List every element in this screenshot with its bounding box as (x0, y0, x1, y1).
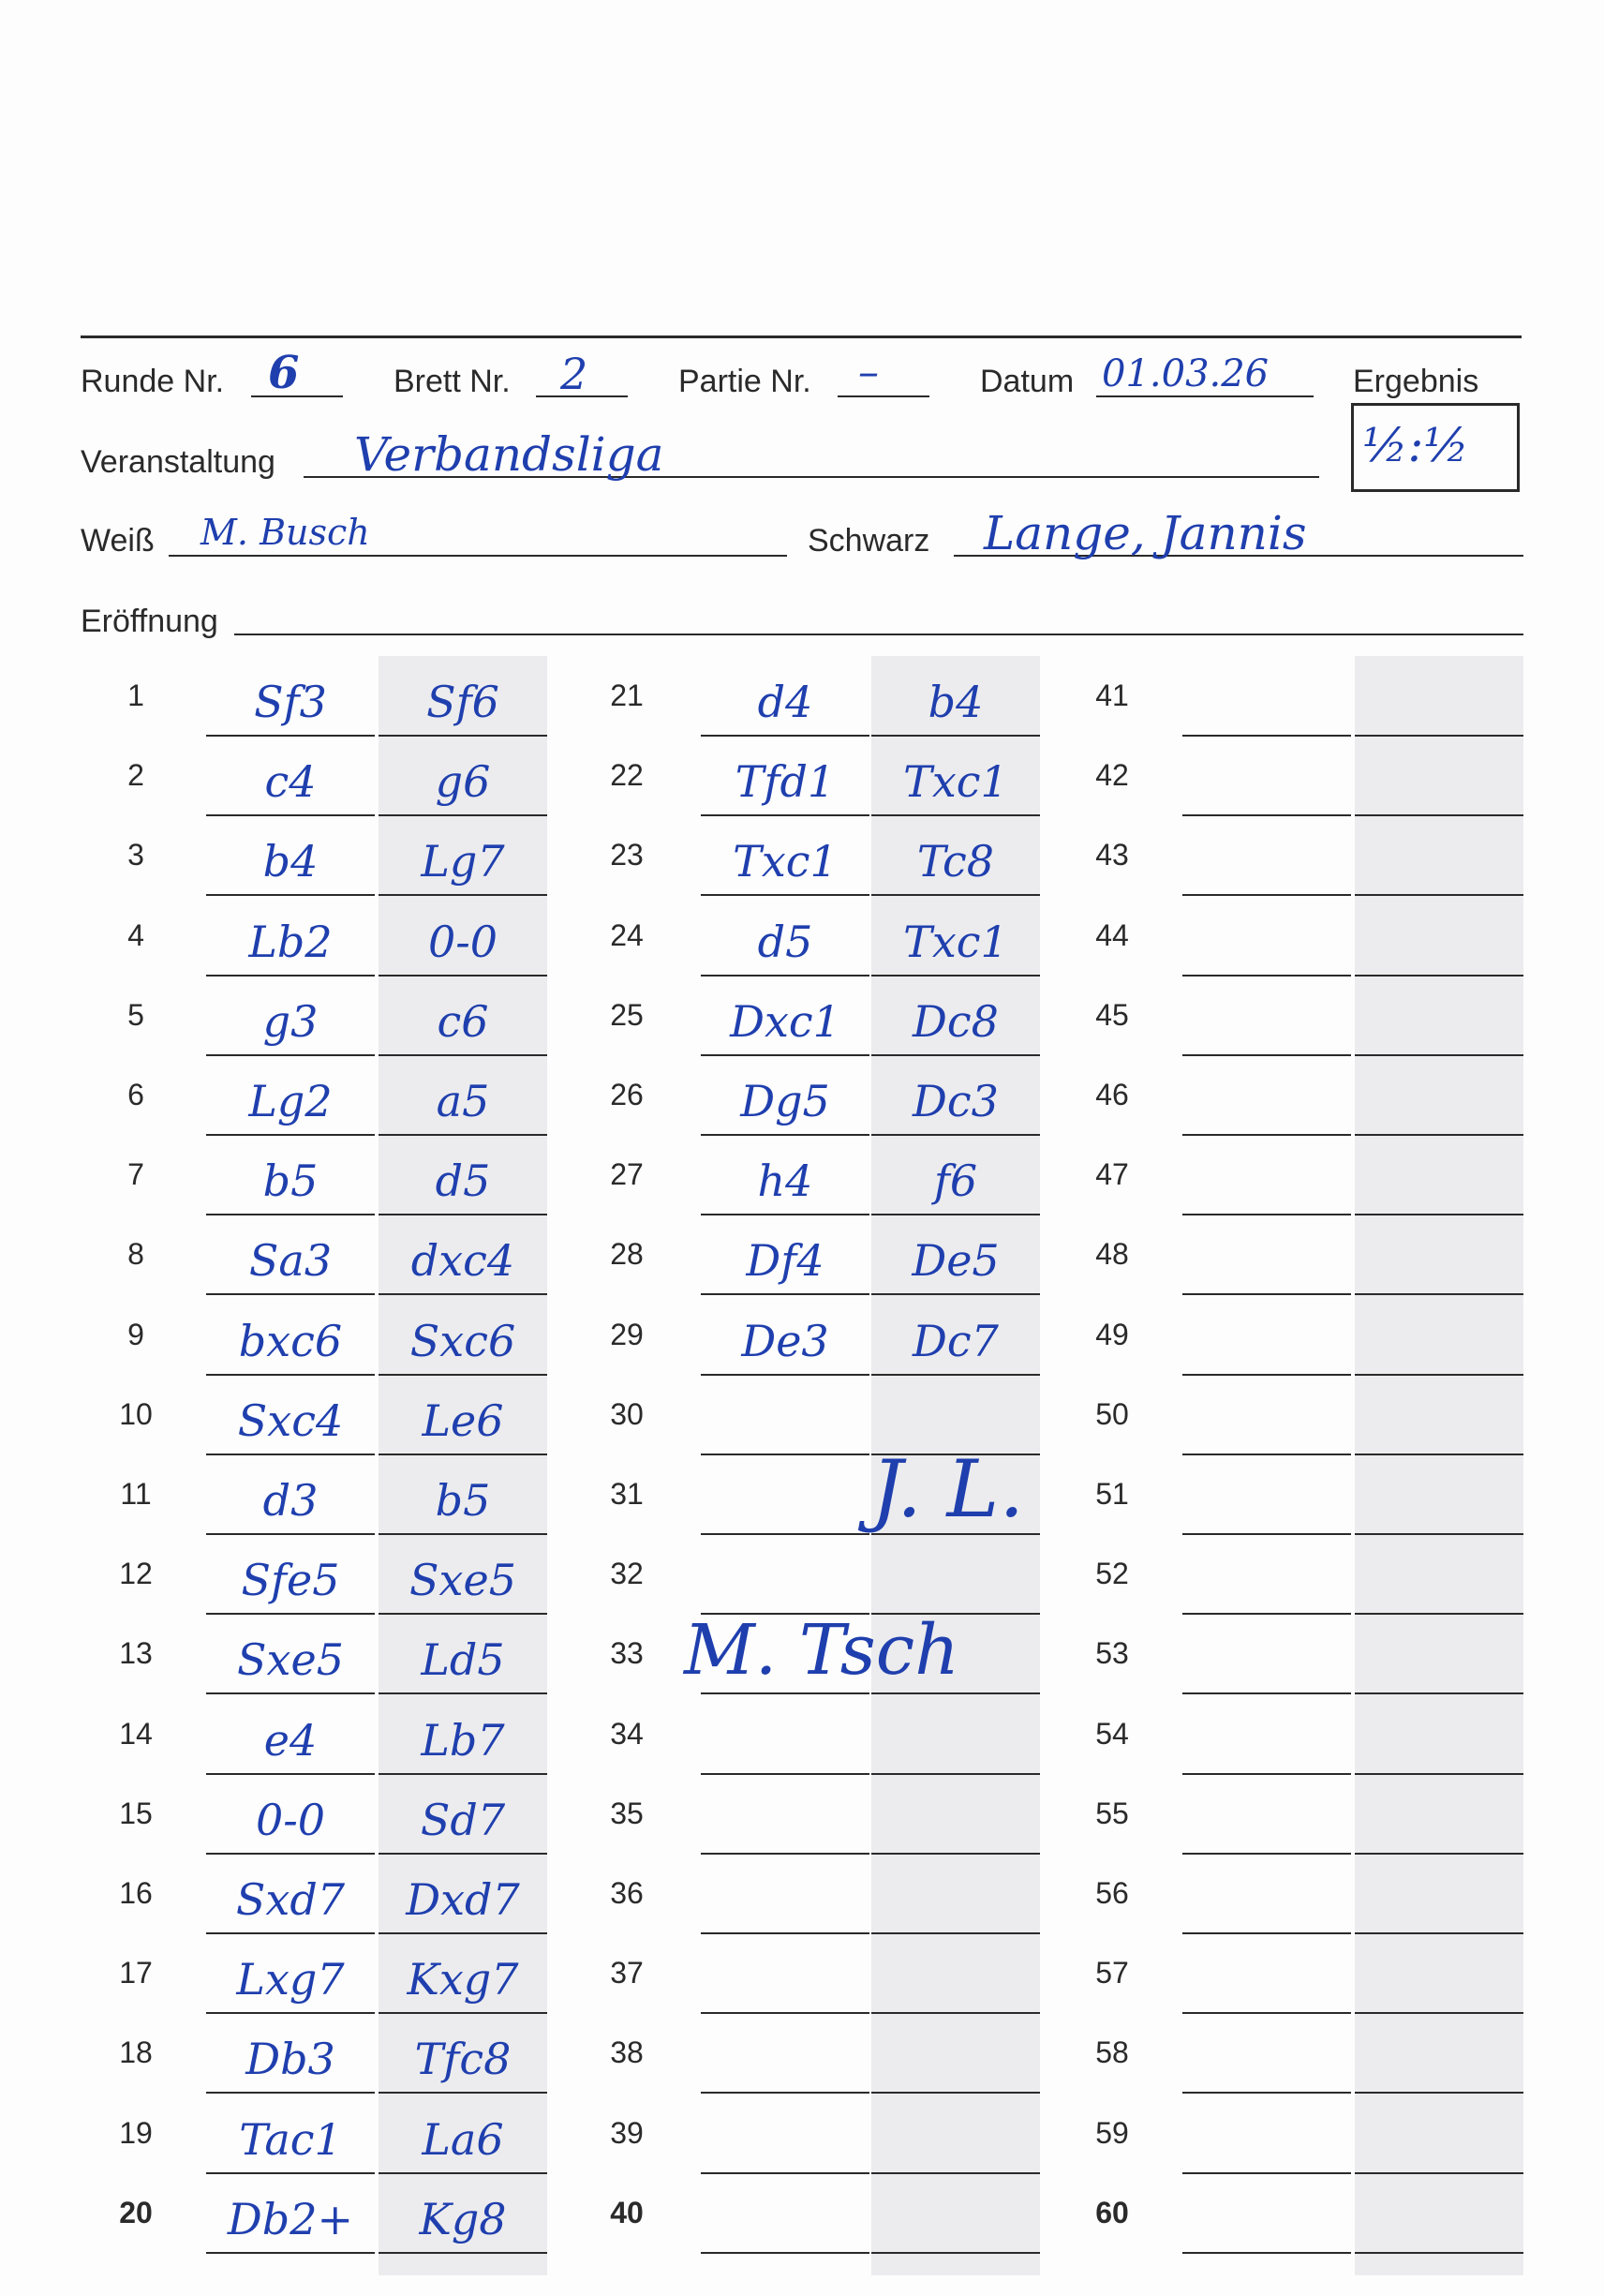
black-move-line (871, 735, 1040, 737)
white-move-line (701, 735, 869, 737)
white-move-line (206, 1613, 375, 1615)
white-move-line (206, 1134, 375, 1136)
event-value[interactable]: Verbandsliga (354, 427, 664, 482)
white-move-field[interactable]: Sa3 (248, 1235, 333, 1287)
move-number: 11 (120, 1477, 152, 1511)
white-move-line (1182, 2172, 1351, 2174)
white-move-line (206, 1374, 375, 1376)
black-move-field[interactable]: Dc7 (913, 1315, 999, 1366)
black-move-field[interactable]: Tc8 (916, 836, 995, 887)
move-number: 36 (610, 1876, 644, 1910)
white-move-field[interactable]: Sfe5 (241, 1555, 340, 1606)
move-number: 18 (119, 2035, 153, 2070)
white-move-line (206, 2012, 375, 2014)
white-move-line (701, 2092, 869, 2094)
white-move-line (1182, 2012, 1351, 2014)
move-number: 26 (610, 1078, 644, 1111)
white-move-field[interactable]: Tfd1 (735, 756, 836, 808)
white-move-line (206, 1533, 375, 1535)
move-number: 17 (119, 1956, 153, 1990)
white-move-line (206, 735, 375, 737)
white-move-field[interactable]: g3 (262, 995, 319, 1047)
white-move-line (701, 894, 869, 896)
white-move-line (701, 1454, 869, 1455)
black-move-line (379, 735, 547, 737)
opening-label: Eröffnung (81, 604, 218, 639)
black-label: Schwarz (808, 523, 930, 559)
white-move-line (1182, 1134, 1351, 1136)
move-number: 9 (127, 1317, 144, 1351)
white-move-field[interactable]: b4 (262, 836, 319, 887)
white-move-line (701, 1214, 869, 1215)
result-label: Ergebnis (1353, 364, 1479, 399)
white-move-line (206, 1054, 375, 1056)
black-move-field[interactable]: Kg8 (419, 2193, 507, 2244)
white-move-field[interactable]: Lb2 (248, 916, 333, 967)
black-move-line (379, 1454, 547, 1455)
black-move-line (871, 1853, 1040, 1855)
move-number: 24 (610, 917, 644, 952)
black-move-line (871, 1293, 1040, 1295)
white-move-field[interactable]: 0-0 (255, 1794, 326, 1845)
opening-line (234, 634, 1523, 635)
game-line (838, 395, 929, 397)
white-move-line (1182, 1853, 1351, 1855)
white-move-line (701, 1692, 869, 1694)
white-move-field[interactable]: Sxe5 (237, 1634, 344, 1686)
move-number: 27 (610, 1157, 644, 1192)
black-move-field[interactable]: La6 (422, 2113, 504, 2165)
white-move-line (1182, 1533, 1351, 1535)
black-move-line (871, 1773, 1040, 1775)
black-move-line (871, 814, 1040, 816)
white-label: Weiß (81, 523, 155, 559)
black-move-line (1355, 1533, 1523, 1535)
black-move-line (871, 1692, 1040, 1694)
black-move-field[interactable]: b4 (928, 677, 984, 727)
white-move-field[interactable]: Df4 (746, 1235, 824, 1287)
white-move-line (206, 1454, 375, 1455)
white-move-line (1182, 1454, 1351, 1455)
black-move-line (379, 1932, 547, 1934)
black-move-line (871, 1054, 1040, 1056)
white-move-field[interactable]: De3 (741, 1315, 829, 1366)
move-number: 44 (1095, 917, 1129, 952)
black-move-line (1355, 1374, 1523, 1376)
move-number: 4 (127, 917, 144, 952)
move-number: 41 (1095, 678, 1129, 712)
white-move-field[interactable]: Lxg7 (236, 1954, 345, 2005)
move-number: 7 (127, 1157, 144, 1192)
white-move-line (701, 2172, 869, 2174)
black-move-field[interactable]: Ld5 (421, 1634, 505, 1686)
black-move-line (871, 1932, 1040, 1934)
black-move-line (1355, 1054, 1523, 1056)
black-move-line (1355, 1692, 1523, 1694)
black-move-field[interactable]: dxc4 (410, 1235, 515, 1287)
white-move-line (1182, 1613, 1351, 1615)
black-move-field[interactable]: De5 (912, 1235, 1000, 1287)
move-number: 2 (127, 758, 144, 793)
black-move-line (871, 1214, 1040, 1215)
white-move-line (701, 1853, 869, 1855)
black-move-line (1355, 2252, 1523, 2254)
black-move-line (379, 2252, 547, 2254)
black-value[interactable]: Lange, Jannis (984, 506, 1307, 560)
white-move-line (206, 2172, 375, 2174)
black-move-line (379, 1374, 547, 1376)
black-move-line (871, 894, 1040, 896)
black-move-line (379, 2092, 547, 2094)
move-number: 47 (1095, 1157, 1129, 1192)
white-move-field[interactable]: Sxd7 (235, 1874, 346, 1925)
move-number: 25 (610, 997, 644, 1032)
move-number: 20 (119, 2195, 153, 2229)
move-number: 39 (610, 2115, 644, 2150)
move-number: 16 (119, 1876, 153, 1910)
black-move-field[interactable]: b5 (435, 1475, 491, 1526)
white-move-line (1182, 814, 1351, 816)
move-number: 43 (1095, 838, 1129, 872)
white-move-line (206, 2092, 375, 2094)
move-number: 22 (610, 758, 644, 793)
black-move-line (379, 975, 547, 977)
move-number: 6 (127, 1078, 144, 1111)
move-number: 45 (1095, 997, 1129, 1032)
white-move-line (1182, 2252, 1351, 2254)
black-move-line (1355, 2092, 1523, 2094)
signature-white: M. Tsch (684, 1610, 959, 1691)
black-move-field[interactable]: Dc8 (913, 995, 999, 1047)
white-move-line (206, 1853, 375, 1855)
move-number: 23 (610, 838, 644, 872)
white-move-line (701, 1773, 869, 1775)
move-number: 12 (119, 1557, 153, 1591)
black-move-line (871, 2252, 1040, 2254)
date-value[interactable]: 01.03.26 (1102, 352, 1270, 395)
white-move-field[interactable]: d4 (757, 677, 813, 727)
white-move-line (701, 1054, 869, 1056)
white-move-line (701, 2012, 869, 2014)
white-move-line (701, 1932, 869, 1934)
black-move-line (379, 1054, 547, 1056)
signature-black: J. L. (871, 1443, 1025, 1535)
black-move-field[interactable]: Tfc8 (414, 2034, 512, 2085)
black-move-line (379, 814, 547, 816)
white-move-line (701, 1533, 869, 1535)
move-number: 30 (610, 1396, 644, 1431)
black-move-line (1355, 1613, 1523, 1615)
round-value[interactable]: 6 (268, 347, 300, 399)
black-move-field[interactable]: Kxg7 (407, 1954, 519, 2005)
move-number: 55 (1095, 1796, 1129, 1830)
white-move-field[interactable]: Sf3 (254, 677, 327, 727)
white-value[interactable]: M. Busch (200, 512, 370, 553)
white-move-line (206, 1293, 375, 1295)
move-number: 40 (610, 2195, 644, 2229)
white-move-field[interactable]: bxc6 (238, 1315, 343, 1366)
black-move-field[interactable]: c6 (437, 995, 489, 1047)
black-move-field[interactable]: Lg7 (421, 836, 505, 887)
move-number: 10 (119, 1396, 153, 1431)
move-number: 51 (1095, 1477, 1129, 1511)
move-number: 60 (1095, 2195, 1129, 2229)
move-number: 38 (610, 2035, 644, 2070)
white-move-field[interactable]: d3 (262, 1475, 319, 1526)
move-number: 50 (1095, 1396, 1129, 1431)
black-move-line (871, 975, 1040, 977)
black-column-shade (379, 656, 547, 2275)
black-move-field[interactable]: d5 (435, 1155, 491, 1207)
black-move-field[interactable]: Sxe5 (409, 1555, 516, 1606)
move-number: 35 (610, 1796, 644, 1830)
white-move-field[interactable]: Tac1 (239, 2113, 342, 2165)
black-move-line (1355, 814, 1523, 816)
white-move-line (1182, 975, 1351, 977)
black-move-line (1355, 1214, 1523, 1215)
white-move-line (206, 1214, 375, 1215)
black-move-line (1355, 894, 1523, 896)
black-move-line (1355, 2012, 1523, 2014)
black-move-line (1355, 1853, 1523, 1855)
move-number: 54 (1095, 1716, 1129, 1751)
move-number: 42 (1095, 758, 1129, 793)
white-move-line (1182, 1773, 1351, 1775)
white-move-line (1182, 1293, 1351, 1295)
white-move-line (1182, 1214, 1351, 1215)
black-move-line (871, 1134, 1040, 1136)
black-move-field[interactable]: a5 (436, 1076, 490, 1126)
black-move-line (379, 1773, 547, 1775)
black-move-field[interactable]: f6 (933, 1155, 978, 1207)
white-move-field[interactable]: Db3 (245, 2034, 335, 2085)
black-move-field[interactable]: Le6 (422, 1394, 504, 1446)
white-move-line (206, 2252, 375, 2254)
white-move-line (1182, 1692, 1351, 1694)
black-move-line (379, 894, 547, 896)
black-move-line (1355, 1454, 1523, 1455)
move-number: 37 (610, 1956, 644, 1990)
white-move-line (206, 894, 375, 896)
black-move-field[interactable]: Sd7 (420, 1794, 506, 1845)
move-number: 46 (1095, 1078, 1129, 1111)
game-value[interactable]: – (858, 349, 879, 396)
white-move-line (206, 1692, 375, 1694)
date-label: Datum (980, 364, 1075, 399)
move-number: 29 (610, 1317, 644, 1351)
board-label: Brett Nr. (394, 364, 511, 399)
move-number: 48 (1095, 1237, 1129, 1272)
move-number: 13 (119, 1636, 153, 1671)
black-move-line (1355, 1773, 1523, 1775)
move-number: 21 (610, 678, 644, 712)
move-number: 33 (610, 1636, 644, 1671)
move-number: 3 (127, 838, 144, 872)
black-move-field[interactable]: Sxc6 (409, 1315, 516, 1366)
header-top-rule (81, 335, 1522, 338)
black-move-field[interactable]: Txc1 (903, 756, 1008, 808)
move-number: 31 (610, 1477, 644, 1511)
white-move-line (1182, 894, 1351, 896)
white-move-line (701, 975, 869, 977)
black-move-line (1355, 1134, 1523, 1136)
white-move-field[interactable]: Lg2 (248, 1076, 333, 1126)
white-move-line (1182, 1054, 1351, 1056)
white-move-field[interactable]: Db2+ (227, 2193, 354, 2244)
white-move-line (1182, 1932, 1351, 1934)
black-move-line (379, 1853, 547, 1855)
black-move-line (1355, 735, 1523, 737)
black-move-field[interactable]: Sf6 (426, 677, 499, 727)
white-move-line (206, 975, 375, 977)
white-move-field[interactable]: h4 (757, 1155, 813, 1207)
move-number: 8 (127, 1237, 144, 1272)
move-number: 58 (1095, 2035, 1129, 2070)
move-number: 56 (1095, 1876, 1129, 1910)
white-move-line (1182, 2092, 1351, 2094)
black-column-shade (1355, 656, 1523, 2275)
black-move-line (379, 1613, 547, 1615)
move-number: 32 (610, 1557, 644, 1591)
black-move-line (1355, 2172, 1523, 2174)
date-line (1096, 395, 1314, 397)
white-move-field[interactable]: Txc1 (733, 836, 838, 887)
black-move-line (871, 2092, 1040, 2094)
black-move-line (379, 1214, 547, 1215)
move-number: 19 (119, 2115, 153, 2150)
move-number: 53 (1095, 1636, 1129, 1671)
white-move-field[interactable]: Sxc4 (237, 1394, 344, 1446)
move-number: 15 (119, 1796, 153, 1830)
white-move-line (1182, 1374, 1351, 1376)
white-line (169, 555, 787, 557)
white-move-line (206, 1932, 375, 1934)
white-move-field[interactable]: c4 (264, 756, 317, 808)
move-number: 59 (1095, 2115, 1129, 2150)
move-number: 52 (1095, 1557, 1129, 1591)
white-move-line (701, 1374, 869, 1376)
white-move-field[interactable]: e4 (263, 1714, 318, 1766)
white-move-line (701, 1293, 869, 1295)
black-move-line (379, 1533, 547, 1535)
white-move-line (206, 814, 375, 816)
white-move-line (701, 814, 869, 816)
black-move-line (379, 1692, 547, 1694)
black-move-field[interactable]: Dxd7 (406, 1874, 520, 1925)
event-label: Veranstaltung (81, 444, 275, 480)
white-move-line (701, 2252, 869, 2254)
black-move-line (1355, 1293, 1523, 1295)
round-label: Runde Nr. (81, 364, 225, 399)
black-move-line (379, 1134, 547, 1136)
white-move-line (1182, 735, 1351, 737)
black-move-field[interactable]: Dc3 (913, 1076, 999, 1126)
result-value[interactable]: ½:½ (1362, 418, 1469, 472)
black-move-line (1355, 1932, 1523, 1934)
black-move-line (871, 2172, 1040, 2174)
white-move-field[interactable]: b5 (262, 1155, 319, 1207)
white-move-field[interactable]: Dxc1 (730, 995, 840, 1047)
black-move-line (1355, 975, 1523, 977)
move-number: 57 (1095, 1956, 1129, 1990)
black-move-field[interactable]: Lb7 (421, 1714, 505, 1766)
move-number: 1 (127, 678, 144, 712)
black-move-line (871, 1374, 1040, 1376)
black-move-field[interactable]: 0-0 (427, 916, 498, 967)
move-number: 5 (127, 997, 144, 1032)
game-label: Partie Nr. (678, 364, 811, 399)
move-number: 28 (610, 1237, 644, 1272)
move-number: 14 (119, 1716, 153, 1751)
move-number: 49 (1095, 1317, 1129, 1351)
black-move-line (379, 2012, 547, 2014)
white-move-field[interactable]: Dg5 (740, 1076, 830, 1126)
black-move-line (871, 2012, 1040, 2014)
black-move-line (379, 2172, 547, 2174)
white-move-field[interactable]: d5 (757, 916, 813, 967)
white-move-line (701, 1134, 869, 1136)
black-move-field[interactable]: g6 (435, 756, 491, 808)
board-value[interactable]: 2 (560, 349, 588, 399)
black-move-field[interactable]: Txc1 (903, 916, 1008, 967)
black-move-line (379, 1293, 547, 1295)
white-move-line (206, 1773, 375, 1775)
move-number: 34 (610, 1716, 644, 1751)
